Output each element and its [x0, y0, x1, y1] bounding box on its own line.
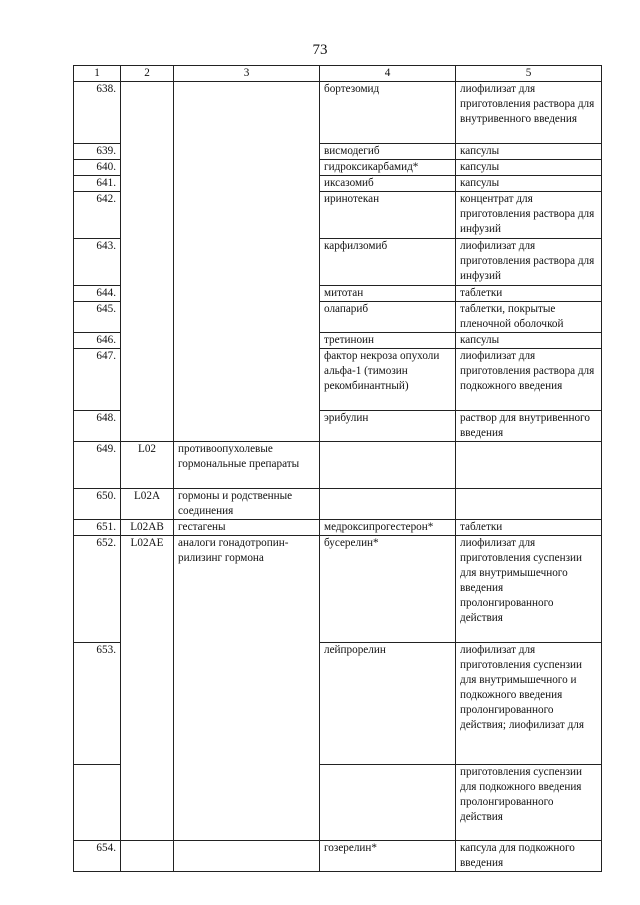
atc-code: L02 [121, 442, 174, 489]
row-number: 647. [74, 349, 121, 411]
table-row [74, 489, 602, 520]
dosage-form: концентрат для приготовления раствора для инфузий [456, 192, 602, 239]
drug-name: фактор некроза опухоли альфа-1 (тимозин рекомбинантный) [320, 349, 456, 411]
drug-name: гозерелин* [320, 841, 456, 872]
drug-name: олапариб [320, 302, 456, 333]
drug-list-table [73, 65, 602, 872]
table-row [74, 841, 602, 872]
header-col-5: 5 [456, 66, 602, 82]
group-name-cell [174, 841, 320, 872]
row-number: 640. [74, 160, 121, 176]
dosage-form: капсула для подкожного введения [456, 841, 602, 872]
drug-name: гидроксикарбамид* [320, 160, 456, 176]
row-number: 642. [74, 192, 121, 239]
drug-name: третиноин [320, 333, 456, 349]
group-name: противоопухолевые гормональные препараты [174, 442, 320, 489]
drug-name: иксазомиб [320, 176, 456, 192]
row-number: 653. [74, 643, 121, 765]
drug-name [320, 489, 456, 520]
row-number: 646. [74, 333, 121, 349]
row-number [74, 765, 121, 841]
row-number: 648. [74, 411, 121, 442]
atc-code-cell [121, 82, 174, 442]
drug-name: медроксипрогестерон* [320, 520, 456, 536]
table-row [74, 82, 602, 144]
row-number: 639. [74, 144, 121, 160]
dosage-form: капсулы [456, 333, 602, 349]
drug-name [320, 765, 456, 841]
table-header-row [74, 66, 602, 82]
dosage-form: приготовления суспензии для подкожного введения пролонгированного действия [456, 765, 602, 841]
row-number: 651. [74, 520, 121, 536]
row-number: 638. [74, 82, 121, 144]
drug-name: карфилзомиб [320, 239, 456, 286]
row-number: 649. [74, 442, 121, 489]
dosage-form: лиофилизат для приготовления раствора для инфузий [456, 239, 602, 286]
header-col-3: 3 [174, 66, 320, 82]
table-row [74, 442, 602, 489]
dosage-form: капсулы [456, 176, 602, 192]
table-row [74, 536, 602, 643]
group-name: гормоны и родственные соединения [174, 489, 320, 520]
table-row [74, 520, 602, 536]
dosage-form: раствор для внутривенного введения [456, 411, 602, 442]
page-number: 73 [312, 42, 328, 58]
dosage-form: лиофилизат для приготовления раствора для подкожного введения [456, 349, 602, 411]
row-number: 645. [74, 302, 121, 333]
dosage-form: лиофилизат для приготовления суспензии для внутримышечного введения пролонгированного действия [456, 536, 602, 643]
dosage-form: лиофилизат для приготовления раствора для внутривенного введения [456, 82, 602, 144]
dosage-form [456, 489, 602, 520]
row-number: 652. [74, 536, 121, 643]
dosage-form: таблетки [456, 286, 602, 302]
dosage-form: таблетки, покрытые пленочной оболочкой [456, 302, 602, 333]
drug-name: бусерелин* [320, 536, 456, 643]
atc-code: L02A [121, 489, 174, 520]
atc-code: L02AE [121, 536, 174, 841]
group-name: гестагены [174, 520, 320, 536]
drug-name: эрибулин [320, 411, 456, 442]
atc-code-cell [121, 841, 174, 872]
drug-name: бортезомид [320, 82, 456, 144]
dosage-form [456, 442, 602, 489]
group-name-cell [174, 82, 320, 442]
dosage-form: капсулы [456, 144, 602, 160]
dosage-form: капсулы [456, 160, 602, 176]
drug-name: иринотекан [320, 192, 456, 239]
row-number: 641. [74, 176, 121, 192]
group-name: аналоги гонадотропин-рилизинг гормона [174, 536, 320, 841]
header-col-4: 4 [320, 66, 456, 82]
drug-name: митотан [320, 286, 456, 302]
drug-name [320, 442, 456, 489]
row-number: 644. [74, 286, 121, 302]
dosage-form: лиофилизат для приготовления суспензии для внутримышечного и подкожного введения пролонгированного действия; лиофилизат для [456, 643, 602, 765]
row-number: 643. [74, 239, 121, 286]
drug-name: лейпрорелин [320, 643, 456, 765]
row-number: 650. [74, 489, 121, 520]
dosage-form: таблетки [456, 520, 602, 536]
drug-name: висмодегиб [320, 144, 456, 160]
row-number: 654. [74, 841, 121, 872]
header-col-1: 1 [74, 66, 121, 82]
header-col-2: 2 [121, 66, 174, 82]
atc-code: L02AB [121, 520, 174, 536]
